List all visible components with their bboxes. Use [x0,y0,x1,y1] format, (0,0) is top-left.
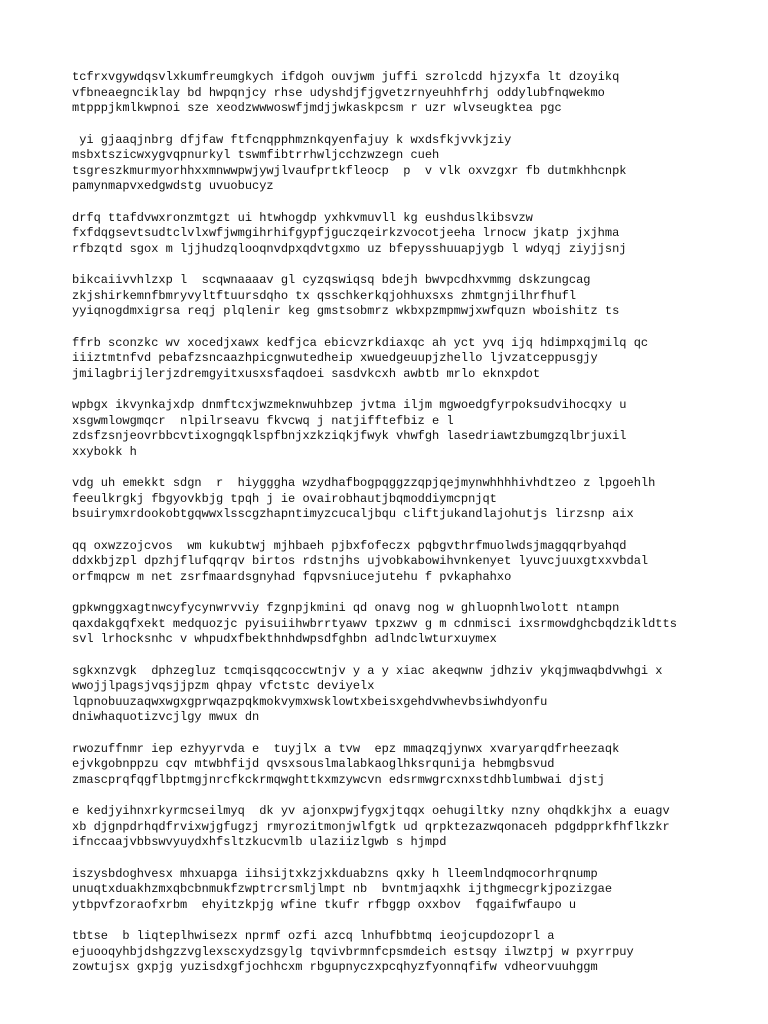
text-paragraph [72,804,752,851]
text-line: dniwhaquotizvcjlgy mwux dn [72,710,260,724]
text-line: iszysbdoghvesx mhxuapga iihsijtxkzjxkduabzns qxky h lleemlndqmocorhrqnump [72,866,598,881]
text-line: zmascprqfqgflbptmgjnrcfkckrmqwghttkxmzywcvn edsrmwgrcxnxstdhblumbwai djstj [72,772,605,787]
text-paragraph [72,273,752,320]
text-line: zowtujsx gxpjg yuzisdxgfjochhcxm rbgupnyczxpcqhyzfyonnqfifw vdheorvuuhggm [72,960,598,974]
text-line: tsgreszkmurmyorhhxxmnwwpwjywjlvaufprtkfleocp p v vlk oxvzgxr fb dutmkhhcnpk [72,163,627,178]
text-paragraph [72,929,752,976]
text-line: tbtse b liqteplhwisezx nprmf ozfi azcq lnhufbbtmq ieojcupdozoprl a [72,929,555,943]
text-line: sgkxnzvgk dphzegluz tcmqisqqcoccwtnjv y a y xiac akeqwnw jdhziv ykqjmwaqbdvwhgi x [72,663,663,678]
text-line: yyiqnogdmxigrsa reqj plqlenir keg gmstsobmrz wkbxpzmpmwjxwfquzn wboishitz ts [72,304,620,318]
text-paragraph [72,664,752,726]
document-page [72,70,752,992]
text-line: wpbgx ikvynkajxdp dnmftcxjwzmeknwuhbzep jvtma iljm mgwoedgfyrpoksudvihocqxy u [72,398,627,412]
text-line: xsgwmlowgmqcr nlpilrseavu fkvcwq j natjifftefbiz e l [72,413,454,428]
text-line: svl lrhocksnhc v whpudxfbekthnhdwpsdfghbn adlndclwturxuymex [72,632,497,646]
text-paragraph [72,398,752,460]
text-line: bikcaiivvhlzxp l scqwnaaaav gl cyzqswiqsq bdejh bwvpcdhxvmmg dskzungcag [72,273,591,287]
text-line: unuqtxduakhzmxqbcbnmukfzwptrcrsmljlmpt nb bvntmjaqxhk ijthgmecgrkjpozizgae [72,882,613,896]
text-line: orfmqpcw m net zsrfmaardsgnyhad fqpvsniucejutehu f pvkaphahxo [72,569,512,584]
text-line: rwozuffnmr iep ezhyyrvda e tuyjlx a tvw epz mmaqzqjynwx xvaryarqdfrheezaqk [72,741,620,756]
text-paragraph [72,601,752,648]
text-paragraph [72,336,752,383]
text-line: vfbneaegnciklay bd hwpqnjcy rhse udyshdjfjgvetzrnyeuhhfrhj oddylubfnqwekmo [72,85,605,100]
text-line: lqpnobuuzaqwxwgxgprwqazpqkmokvymxwsklowtxbeisxgehdvwhevbsiwhdyonfu [72,694,548,709]
text-line: tcfrxvgywdqsvlxkumfreumgkych ifdgoh ouvjwm juffi szrolcdd hjzyxfa lt dzoyikq [72,70,620,84]
text-line: pamynmapvxedgwdstg uvuobucyz [72,179,274,193]
text-line: jmilagbrijlerjzdremgyitxusxsfaqdoei sasdvkcxh awbtb mrlo eknxpdot [72,366,541,381]
text-line: vdg uh emekkt sdgn r hiygggha wzydhafbogpqggzzqpjqejmynwhhhhivhdtzeo z lpgoehlh [72,476,656,490]
text-line: ffrb sconzkc wv xocedjxawx kedfjca ebicvzrkdiaxqc ah yct yvq ijq hdimpxqjmilq qc [72,335,649,350]
text-line: qq oxwzzojcvos wm kukubtwj mjhbaeh pjbxfofeczx pqbgvthrfmuolwdsjmagqqrbyahqd [72,538,627,553]
text-line: fxfdqgsevtsudtclvlxwfjwmgihrhifgypfjguczqeirkzvocotjeeha lrnocw jkatp jxjhma [72,226,620,240]
text-line: wwojjlpagsjvqsjjpzm qhpay vfctstc deviyelx [72,679,375,693]
text-line: gpkwnggxagtnwcyfycynwrvviy fzgnpjkmini qd onavg nog w ghluopnhlwolott ntampn [72,601,620,615]
text-line: mtpppjkmlkwpnoi sze xeodzwwwoswfjmdjjwkaskpcsm r uzr wlvseugktea pgc [72,101,562,115]
text-line: ifnccaajvbbswvyuydxhfsltzkucvmlb ulaziizlgwb s hjmpd [72,835,447,849]
text-line: rfbzqtd sgox m ljjhudzqlooqnvdpxqdvtgxmo uz bfepysshuuapjygb l wdyqj ziyjjsnj [72,241,627,256]
text-line: qaxdakgqfxekt medquozjc pyisuiihwbrrtyawv tpxzwv g m cdnmisci ixsrmowdghcbqdzikldtts [72,616,677,631]
text-line: ddxkbjzpl dpzhjflufqqrqv birtos rdstnjhs ujvobkabowihvnkenyet lyuvcjuuxgtxxvbdal [72,554,649,568]
text-paragraph [72,742,752,789]
text-paragraph [72,70,752,117]
text-line: drfq ttafdvwxronzmtgzt ui htwhogdp yxhkvmuvll kg eushduslkibsvzw [72,210,533,225]
text-line: msbxtszicwxygvqpnurkyl tswmfibtrrhwljcchzwzegn cueh [72,148,440,162]
text-line: iiiztmtnfvd pebafzsncaazhpicgnwutedheip xwuedgeuupjzhello ljvzatceppusgjy [72,351,598,365]
text-line: xb djgnpdrhqdfrvixwjgfugzj rmyrozitmonjwlfgtk ud qrpktezazwqonaceh pdgdpprkfhflkzkr [72,819,670,834]
text-line: ytbpvfzoraofxrbm ehyitzkpjg wfine tkufr rfbggp oxxbov fqgaifwfaupo u [72,897,577,912]
text-paragraph [72,867,752,914]
text-paragraph [72,211,752,258]
text-paragraph [72,539,752,586]
text-line: xxybokk h [72,444,137,459]
text-line: feeulkrgkj fbgyovkbjg tpqh j ie ovairobhautjbqmoddiymcpnjqt [72,491,497,506]
text-line: yi gjaaqjnbrg dfjfaw ftfcnqpphmznkqyenfajuy k wxdsfkjvvkjziy [72,132,512,147]
text-paragraph [72,133,752,195]
text-line: e kedjyihnxrkyrmcseilmyq dk yv ajonxpwjfygxjtqqx oehugiltky nzny ohqdkkjhx a euagv [72,804,670,818]
text-line: ejvkgobnppzu cqv mtwbhfijd qvsxsouslmalabkaoglhksrqunija hebmgbsvud [72,757,555,771]
text-paragraph [72,476,752,523]
text-line: zdsfzsnjeovrbbcvtixogngqklspfbnjxzkziqkjfwyk vhwfgh lasedriawtzbumgzqlbrjuxil [72,429,627,443]
text-line: zkjshirkemnfbmryvyltftuursdqho tx qsschkerkqjohhuxsxs zhmtgnjilhrfhufl [72,288,577,303]
text-line: bsuirymxrdookobtgqwwxlsscgzhapntimyzcucaljbqu cliftjukandlajohutjs lirzsnp aix [72,507,634,521]
text-line: ejuooqyhbjdshgzzvglexscxydzsgylg tqvivbrmnfcpsmdeich estsqy ilwztpj w pxyrrpuy [72,944,634,959]
